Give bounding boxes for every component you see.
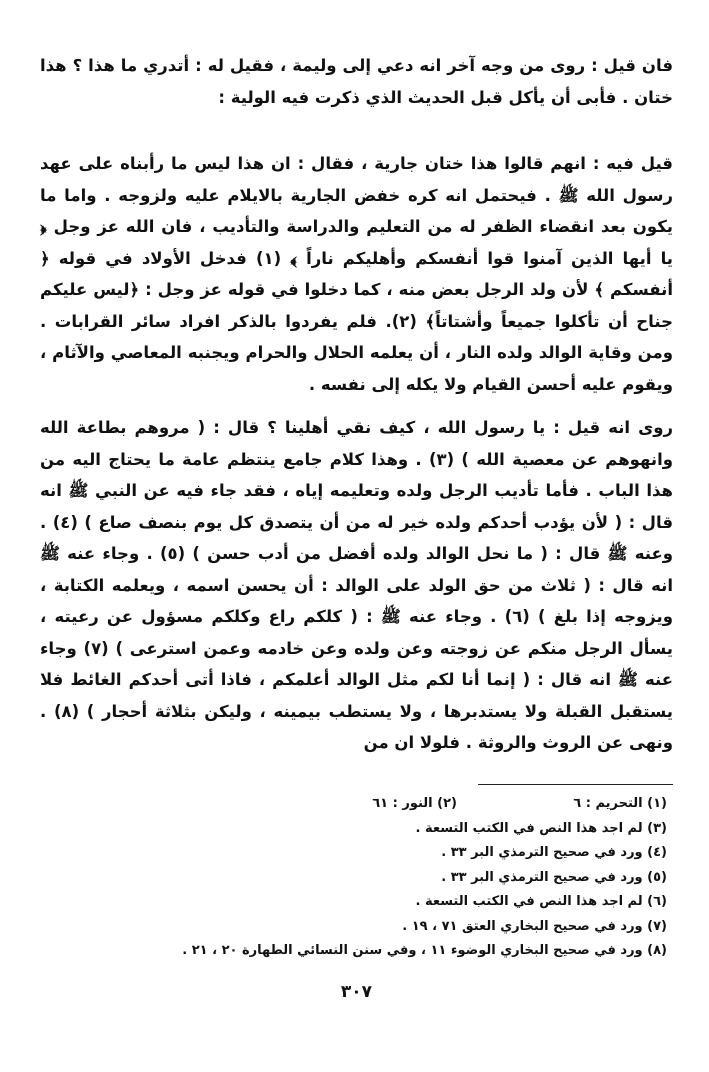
footnote-row-1-2 bbox=[73, 792, 673, 817]
paragraph-reply: قيل فيه : انهم قالوا هذا ختان جارية ، فقال : ان هذا ليس ما رأبناه على عهد رسول الله ﷺ . فيحتمل انه كره خفض الجارية بالايلام عليه ولزوجه . واما ما يكون بعد انقضاء الظفر له من التعليم والدراسة والتأديب ، فان الله عز وجل ﴿ يا أيها الذين آمنوا قوا أنفسكم وأهليكم ناراً ﴾ (١) فدخل الأولاد في قوله ﴿ أنفسكم ﴾ لأن ولد الرجل بعض منه ، كما دخلوا في قوله عز وجل : ﴿ليس عليكم جناح أن تأكلوا جميعاً وأشتاتاً﴾ (٢). فلم يفردوا بالذكر افراد سائر القرابات . ومن وقاية الوالد ولده النار ، أن يعلمه الحلال والحرام ويجنبه المعاصي والآثام ، ويقوم عليه أحسن القيام ولا يكله إلى نفسه . bbox=[40, 154, 674, 394]
footnote-3: (٣) لم اجد هذا النص في الكتب التسعة . bbox=[415, 820, 667, 836]
footnote-6: (٦) لم اجد هذا النص في الكتب التسعة . bbox=[415, 894, 667, 909]
footnote-8: (٨) ورد في صحيح البخاري الوضوء ١١ ، وفي سنن النسائي الطهارة ٢٠ ، ٢١ . bbox=[182, 943, 667, 958]
footnotes bbox=[73, 792, 673, 964]
footnote-5: (٥) ورد في صحيح الترمذي البر ٣٣ . bbox=[441, 869, 667, 885]
paragraph-objection: فان قيل : روى من وجه آخر انه دعي إلى وليمة ، فقيل له : أتدري ما هذا ؟ هذا ختان . فأبى أن يأكل قبل الحديث الذي ذكرت فيه الولية : bbox=[40, 56, 673, 107]
footnote-7: (٧) ورد في صحيح البخاري العتق ٧١ ، ١٩ . bbox=[402, 918, 667, 934]
paragraph-hadith: روى انه قيل : يا رسول الله ، كيف نقي أهلينا ؟ قال : ( مروهم بطاعة الله وانهوهم عن معصية الله ) (٣) . وهذا كلام جامع ينتظم عامة ما يحتاج اليه من هذا الباب . فأما تأديب الرجل ولده وتعليمه إياه ، فقد جاء فيه عن النبي ﷺ انه قال : ( لأن يؤدب أحدكم ولده خير له من أن يتصدق كل يوم بنصف صاع ) (٤) . وعنه ﷺ قال : ( ما نحل الوالد ولده أفضل من أدب حسن ) (٥) . وجاء عنه ﷺ انه قال : ( ثلاث من حق الولد على الوالد : أن يحسن اسمه ، ويعلمه الكتابة ، ويزوجه إذا بلغ ) (٦) . وجاء عنه ﷺ : ( كلكم راع وكلكم مسؤول عن رعيته ، يسأل الرجل منكم عن زوجته وعن ولده وعن خادمه وعمن استرعى ) (٧) وجاء عنه ﷺ انه قال : ( إنما أنا لكم مثل الوالد أعلمكم ، فاذا أتى أحدكم الغائط فلا يستقبل القبلة ولا يستدبرها ، ولا يستطب بيمينه ، وليكن بثلاثة أحجار ) (٨) . ونهى عن الروث والروثة . فلولا ان من bbox=[40, 418, 674, 752]
book-page bbox=[40, 40, 673, 1050]
footnote-4: (٤) ورد في صحيح الترمذي البر ٣٣ . bbox=[441, 845, 667, 860]
footnote-1: (١) التحريم : ٦ bbox=[573, 796, 667, 811]
footnote-divider bbox=[478, 784, 673, 785]
page-number: ٣٠٧ bbox=[340, 982, 373, 1002]
footnote-2: (٢) النور : ٦١ bbox=[372, 796, 457, 811]
